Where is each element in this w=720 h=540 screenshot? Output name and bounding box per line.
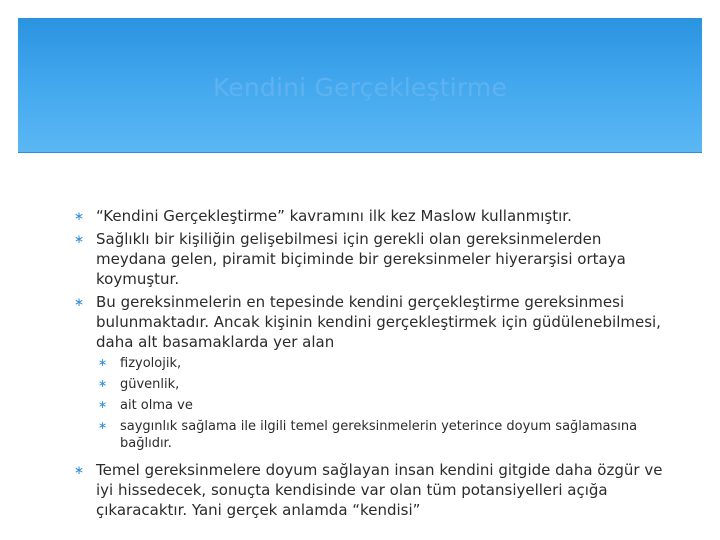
sub-bullet-text: fizyolojik,: [120, 356, 182, 371]
bullet-asterisk-icon: ∗: [98, 398, 108, 411]
bullet-item: [74, 206, 664, 226]
bullet-text: “Kendini Gerçekleştirme” kavramını ilk kez Maslow kullanmıştır.: [96, 207, 572, 225]
bullet-item: [74, 460, 664, 520]
bullet-asterisk-icon: ∗: [74, 209, 85, 223]
bullet-asterisk-icon: ∗: [74, 295, 85, 309]
bullet-asterisk-icon: ∗: [98, 377, 108, 390]
sub-bullet-item: [98, 397, 664, 414]
sub-bullet-item: [98, 355, 664, 372]
slide-title: Kendini Gerçekleştirme: [212, 73, 508, 102]
title-panel: [18, 18, 702, 153]
sub-bullet-item: [98, 376, 664, 393]
sub-bullet-text: saygınlık sağlama ile ilgili temel gereksinmelerin yeterince doyum sağlamasına bağlıdır.: [120, 419, 638, 451]
slide-body: [74, 206, 664, 523]
bullet-asterisk-icon: ∗: [74, 232, 85, 246]
bullet-text: Sağlıklı bir kişiliğin gelişebilmesi için gerekli olan gereksinmelerden meydana gelen, piramit biçiminde bir gereksinmeler hiyerarşisi ortaya koymuştur.: [96, 230, 626, 288]
bullet-text: Bu gereksinmelerin en tepesinde kendini gerçekleştirme gereksinmesi bulunmaktadır. Ancak kişinin kendini gerçekleştirmek için güdülenebilmesi, daha alt basamaklarda yer alan: [96, 293, 661, 351]
sub-bullet-text: ait olma ve: [120, 398, 193, 413]
bullet-asterisk-icon: ∗: [98, 356, 108, 369]
bullet-item: [74, 229, 664, 289]
sub-bullet-item: [98, 418, 664, 452]
sub-bullet-text: güvenlik,: [120, 377, 180, 392]
bullet-item: [74, 292, 664, 352]
bullet-asterisk-icon: ∗: [74, 463, 85, 477]
bullet-asterisk-icon: ∗: [98, 419, 108, 432]
bullet-text: Temel gereksinmelere doyum sağlayan insan kendini gitgide daha özgür ve iyi hissedecek, sonuçta kendisinde var olan tüm potansiyelleri açığa çıkaracaktır. Yani gerçek anlamda “kendisi”: [96, 461, 663, 519]
